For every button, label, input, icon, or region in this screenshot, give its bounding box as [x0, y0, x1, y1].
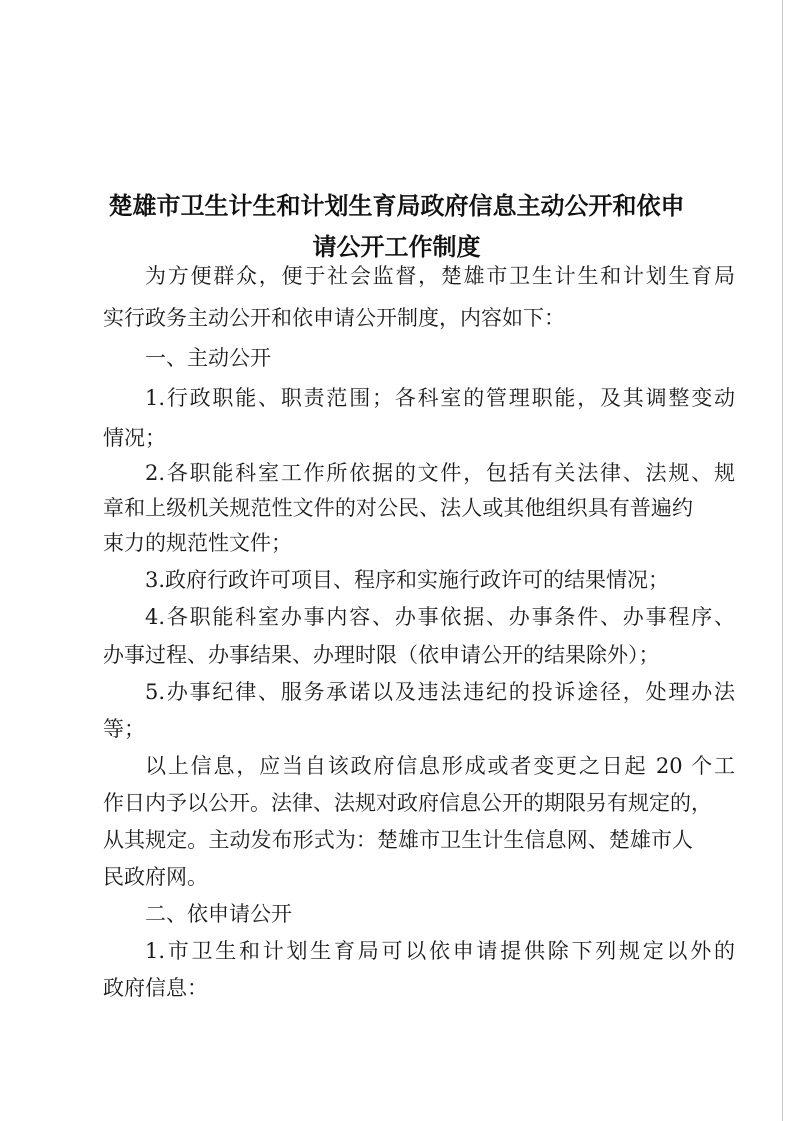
summary-line-3: 从其规定。主动发布形式为：楚雄市卫生计生信息网、楚雄市人: [103, 828, 693, 852]
request-item-1-line-1: 1.市卫生和计划生育局可以依申请提供除下列规定以外的: [145, 939, 735, 963]
request-item-1-line-2: 政府信息：: [103, 976, 208, 1000]
document-title-line-2: 请公开工作制度: [312, 232, 481, 261]
section-heading-active-disclosure: 一、主动公开: [145, 346, 271, 370]
section-heading-on-request: 二、依申请公开: [145, 902, 292, 926]
item-2-line-3: 束力的规范性文件；: [103, 531, 292, 555]
summary-line-1: 以上信息，应当自该政府信息形成或者变更之日起 20 个工: [145, 754, 735, 778]
item-2-line-1: 2.各职能科室工作所依据的文件，包括有关法律、法规、规: [145, 461, 735, 485]
summary-line-2: 作日内予以公开。法律、法规对政府信息公开的期限另有规定的，: [103, 791, 712, 815]
item-1-line-1: 1.行政职能、职责范围；各科室的管理职能，及其调整变动: [145, 386, 735, 410]
item-1-line-2: 情况；: [103, 426, 166, 450]
page-edge-divider: [782, 0, 783, 1121]
document-title-line-1: 楚雄市卫生计生和计划生育局政府信息主动公开和依申: [108, 191, 685, 220]
item-3-line-1: 3.政府行政许可项目、程序和实施行政许可的结果情况；: [145, 568, 670, 592]
item-4-line-2: 办事过程、办事结果、办理时限（依申请公开的结果除外）；: [103, 643, 660, 667]
item-5-line-2: 等；: [103, 717, 145, 741]
item-5-line-1: 5.办事纪律、服务承诺以及违法违纪的投诉途径，处理办法: [145, 680, 735, 704]
intro-line-2: 实行政务主动公开和依申请公开制度，内容如下：: [103, 306, 565, 330]
intro-line-1: 为方便群众，便于社会监督，楚雄市卫生计生和计划生育局: [145, 264, 735, 288]
item-2-line-2: 章和上级机关规范性文件的对公民、法人或其他组织具有普遍约: [103, 496, 693, 520]
item-4-line-1: 4.各职能科室办事内容、办事依据、办事条件、办事程序、: [145, 605, 735, 629]
summary-line-4: 民政府网。: [103, 865, 208, 889]
